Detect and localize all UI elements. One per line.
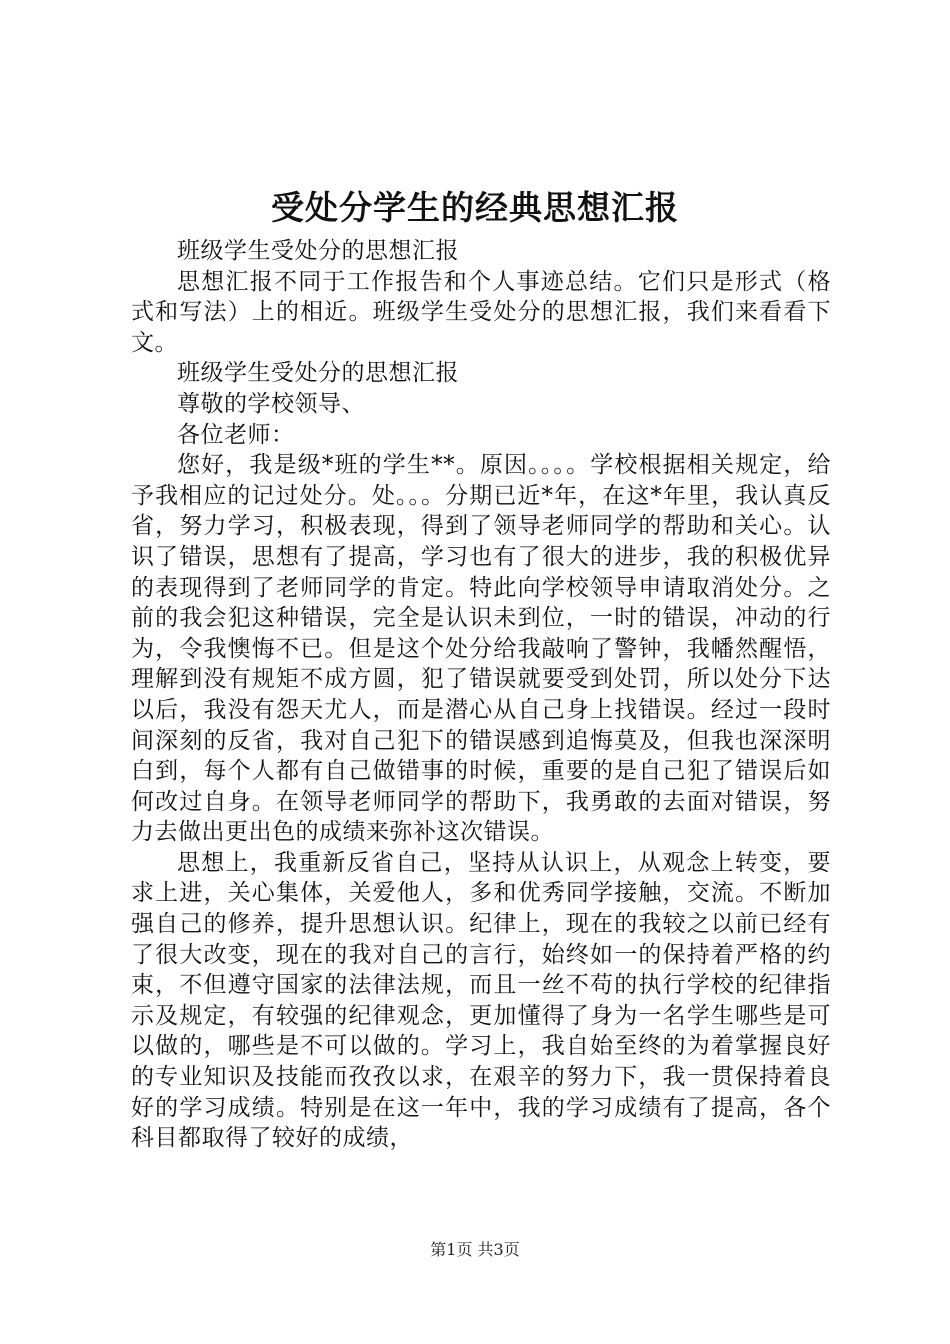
paragraph-body-2: 思想上，我重新反省自己，坚持从认识上，从观念上转变，要求上进，关心集体，关爱他人，多和优秀同学接触，交流。不断加强自己的修养，提升思想认识。纪律上，现在的我较之以前已经有了很大改变，现在的我对自己的言行，始终如一的保持着严格的约束，不但遵守国家的法律法规，而且一丝不苟的执行学校的纪律指示及规定，有较强的纪律观念，更加懂得了身为一名学生哪些是可以做的，哪些是不可以做的。学习上，我自始至终的为着掌握良好的专业知识及技能而孜孜以求，在艰辛的努力下，我一贯保持着良好的学习成绩。特别是在这一年中，我的学习成绩有了提高，各个科目都取得了较好的成绩， — [131, 849, 831, 1152]
paragraph-body-1: 您好，我是级*班的学生**。原因。。。。学校根据相关规定，给予我相应的记过处分。处。。。分期已近*年，在这*年里，我认真反省，努力学习，积极表现，得到了领导老师同学的帮助和关心。认识了错误，思想有了提高，学习也有了很大的进步，我的积极优异的表现得到了老师同学的肯定。特此向学校领导申请取消处分。之前的我会犯这种错误，完全是认识未到位，一时的错误，冲动的行为，令我懊悔不已。但是这个处分给我敲响了警钟，我幡然醒悟，理解到没有规矩不成方圆，犯了错误就要受到处罚，所以处分下达以后，我没有怨天尤人，而是潜心从自己身上找错误。经过一段时间深刻的反省，我对自己犯下的错误感到追悔莫及，但我也深深明白到，每个人都有自己做错事的时候，重要的是自己犯了错误后如何改过自身。在领导老师同学的帮助下，我勇敢的去面对错误，努力去做出更出色的成绩来弥补这次错误。 — [131, 452, 831, 846]
salutation-leaders: 尊敬的学校领导、 — [177, 390, 365, 417]
paragraph-intro-heading: 班级学生受处分的思想汇报 — [177, 238, 459, 264]
document-body — [131, 236, 831, 1154]
paragraph-report-heading: 班级学生受处分的思想汇报 — [177, 360, 459, 387]
salutation-teachers: 各位老师： — [177, 421, 295, 448]
paragraph-intro: 思想汇报不同于工作报告和个人事迹总结。它们只是形式（格式和写法）上的相近。班级学生受处分的思想汇报，我们来看看下文。 — [131, 268, 831, 356]
page-number-footer: 第1页 共3页 — [430, 1240, 520, 1259]
document-title: 受处分学生的经典思想汇报 — [271, 188, 679, 227]
